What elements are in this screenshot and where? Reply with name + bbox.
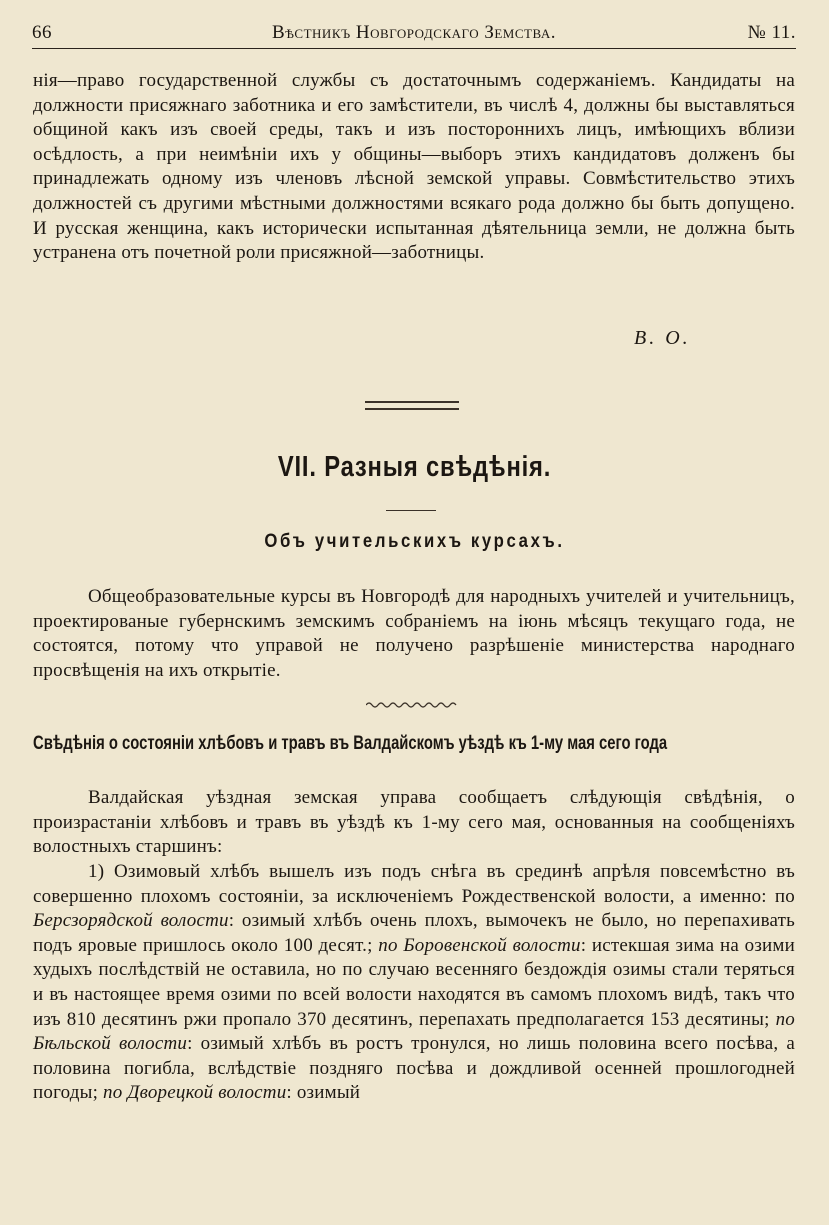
para4-text-5: : озимый	[286, 1082, 361, 1104]
para4-volost-3: по Бѣльской волости	[33, 1008, 795, 1055]
para4-text-3: : истекшая зима на озими худыхъ послѣдствій не оставила, но по случаю весенняго бездождія озимы стали теряться и въ настоящее время озими по всей волости находятся въ самомъ плохомъ видѣ, такъ что изъ 810 десятинъ ржи пропало 370 десятинъ, перепахать предполагается 153 десятины;	[33, 934, 795, 1030]
title-rule	[386, 510, 436, 511]
para4-text-1: 1) Озимовый хлѣбъ вышелъ изъ подъ снѣга въ срединѣ апрѣля повсемѣстно въ совершенно плохомъ состояніи, за исключеніемъ Рождественской волости, а именно: по	[33, 861, 795, 907]
page-header	[32, 20, 796, 49]
wavy-divider	[366, 701, 458, 709]
issue-number: № 11.	[747, 22, 796, 43]
section-title: VII. Разныя свѣдѣнія.	[277, 451, 552, 483]
page-number: 66	[32, 22, 52, 43]
paragraph-2: Общеобразовательные курсы въ Новгородѣ для народныхъ учителей и учительницъ, проектированые губернскимъ земскимъ собраніемъ на іюнь мѣсяцъ текущаго года, не состоятся, потому что управой не получено разрѣшеніе министерства народнаго просвѣщенія на ихъ открытіе.	[33, 586, 795, 681]
para4-volost-1: Берсзорядской волости	[33, 910, 229, 932]
journal-title: Вѣстникъ Новгородскаго Земства.	[272, 22, 556, 43]
paragraph-1: нія—право государственной службы съ достаточнымъ содержаніемъ. Кандидаты на должности присяжнаго заботника и его замѣстители, въ числѣ 4, должны бы выставляться общиной какъ изъ своей среды, такъ и изъ постороннихъ лицъ, имѣющихъ вблизи осѣдлость, а при неимѣніи ихъ у общины—выборъ этихъ кандидатовъ долженъ бы принадлежать одному изъ членовъ лѣсной земской управы. Совмѣстительство этихъ должностей съ другими мѣстными должностями всякаго рода должно бы быть допущено. И русская женщина, какъ исторически испытанная дѣятельница земли, не должна быть устранена отъ почетной роли присяжной—заботницы.	[33, 70, 795, 264]
subsection-title-2: Свѣдѣнія о состояніи хлѣбовъ и травъ въ Валдайскомъ уѣздѣ къ 1-му мая сего года	[33, 733, 668, 754]
paragraph-4	[33, 860, 795, 1106]
section-divider	[365, 401, 459, 410]
para4-text-2: : озимый хлѣбъ очень плохъ, вымочекъ не было, но перепахивать подъ яровые пришлось около 100 десят.;	[33, 910, 796, 956]
para4-volost-2: по Боровенской волости	[378, 934, 581, 956]
paragraph-3: Валдайская уѣздная земская управа сообщаетъ слѣдующія свѣдѣнія, о произрастаніи хлѣбовъ и травъ въ уѣздѣ къ 1-му сего мая, основанныя на сообщеніяхъ волостныхъ старшинъ:	[33, 787, 795, 858]
para4-volost-4: по Дворецкой волости	[103, 1082, 287, 1104]
subsection-title-1: Объ учительскихъ курсахъ.	[264, 531, 565, 552]
para4-text-4: : озимый хлѣбъ въ ростъ тронулся, но лишь половина всего посѣва, а половина погибла, вслѣдствіе поздняго посѣва и дождливой осенней прошлогодней погоды;	[33, 1033, 796, 1104]
author-signature: В. О.	[634, 327, 691, 349]
